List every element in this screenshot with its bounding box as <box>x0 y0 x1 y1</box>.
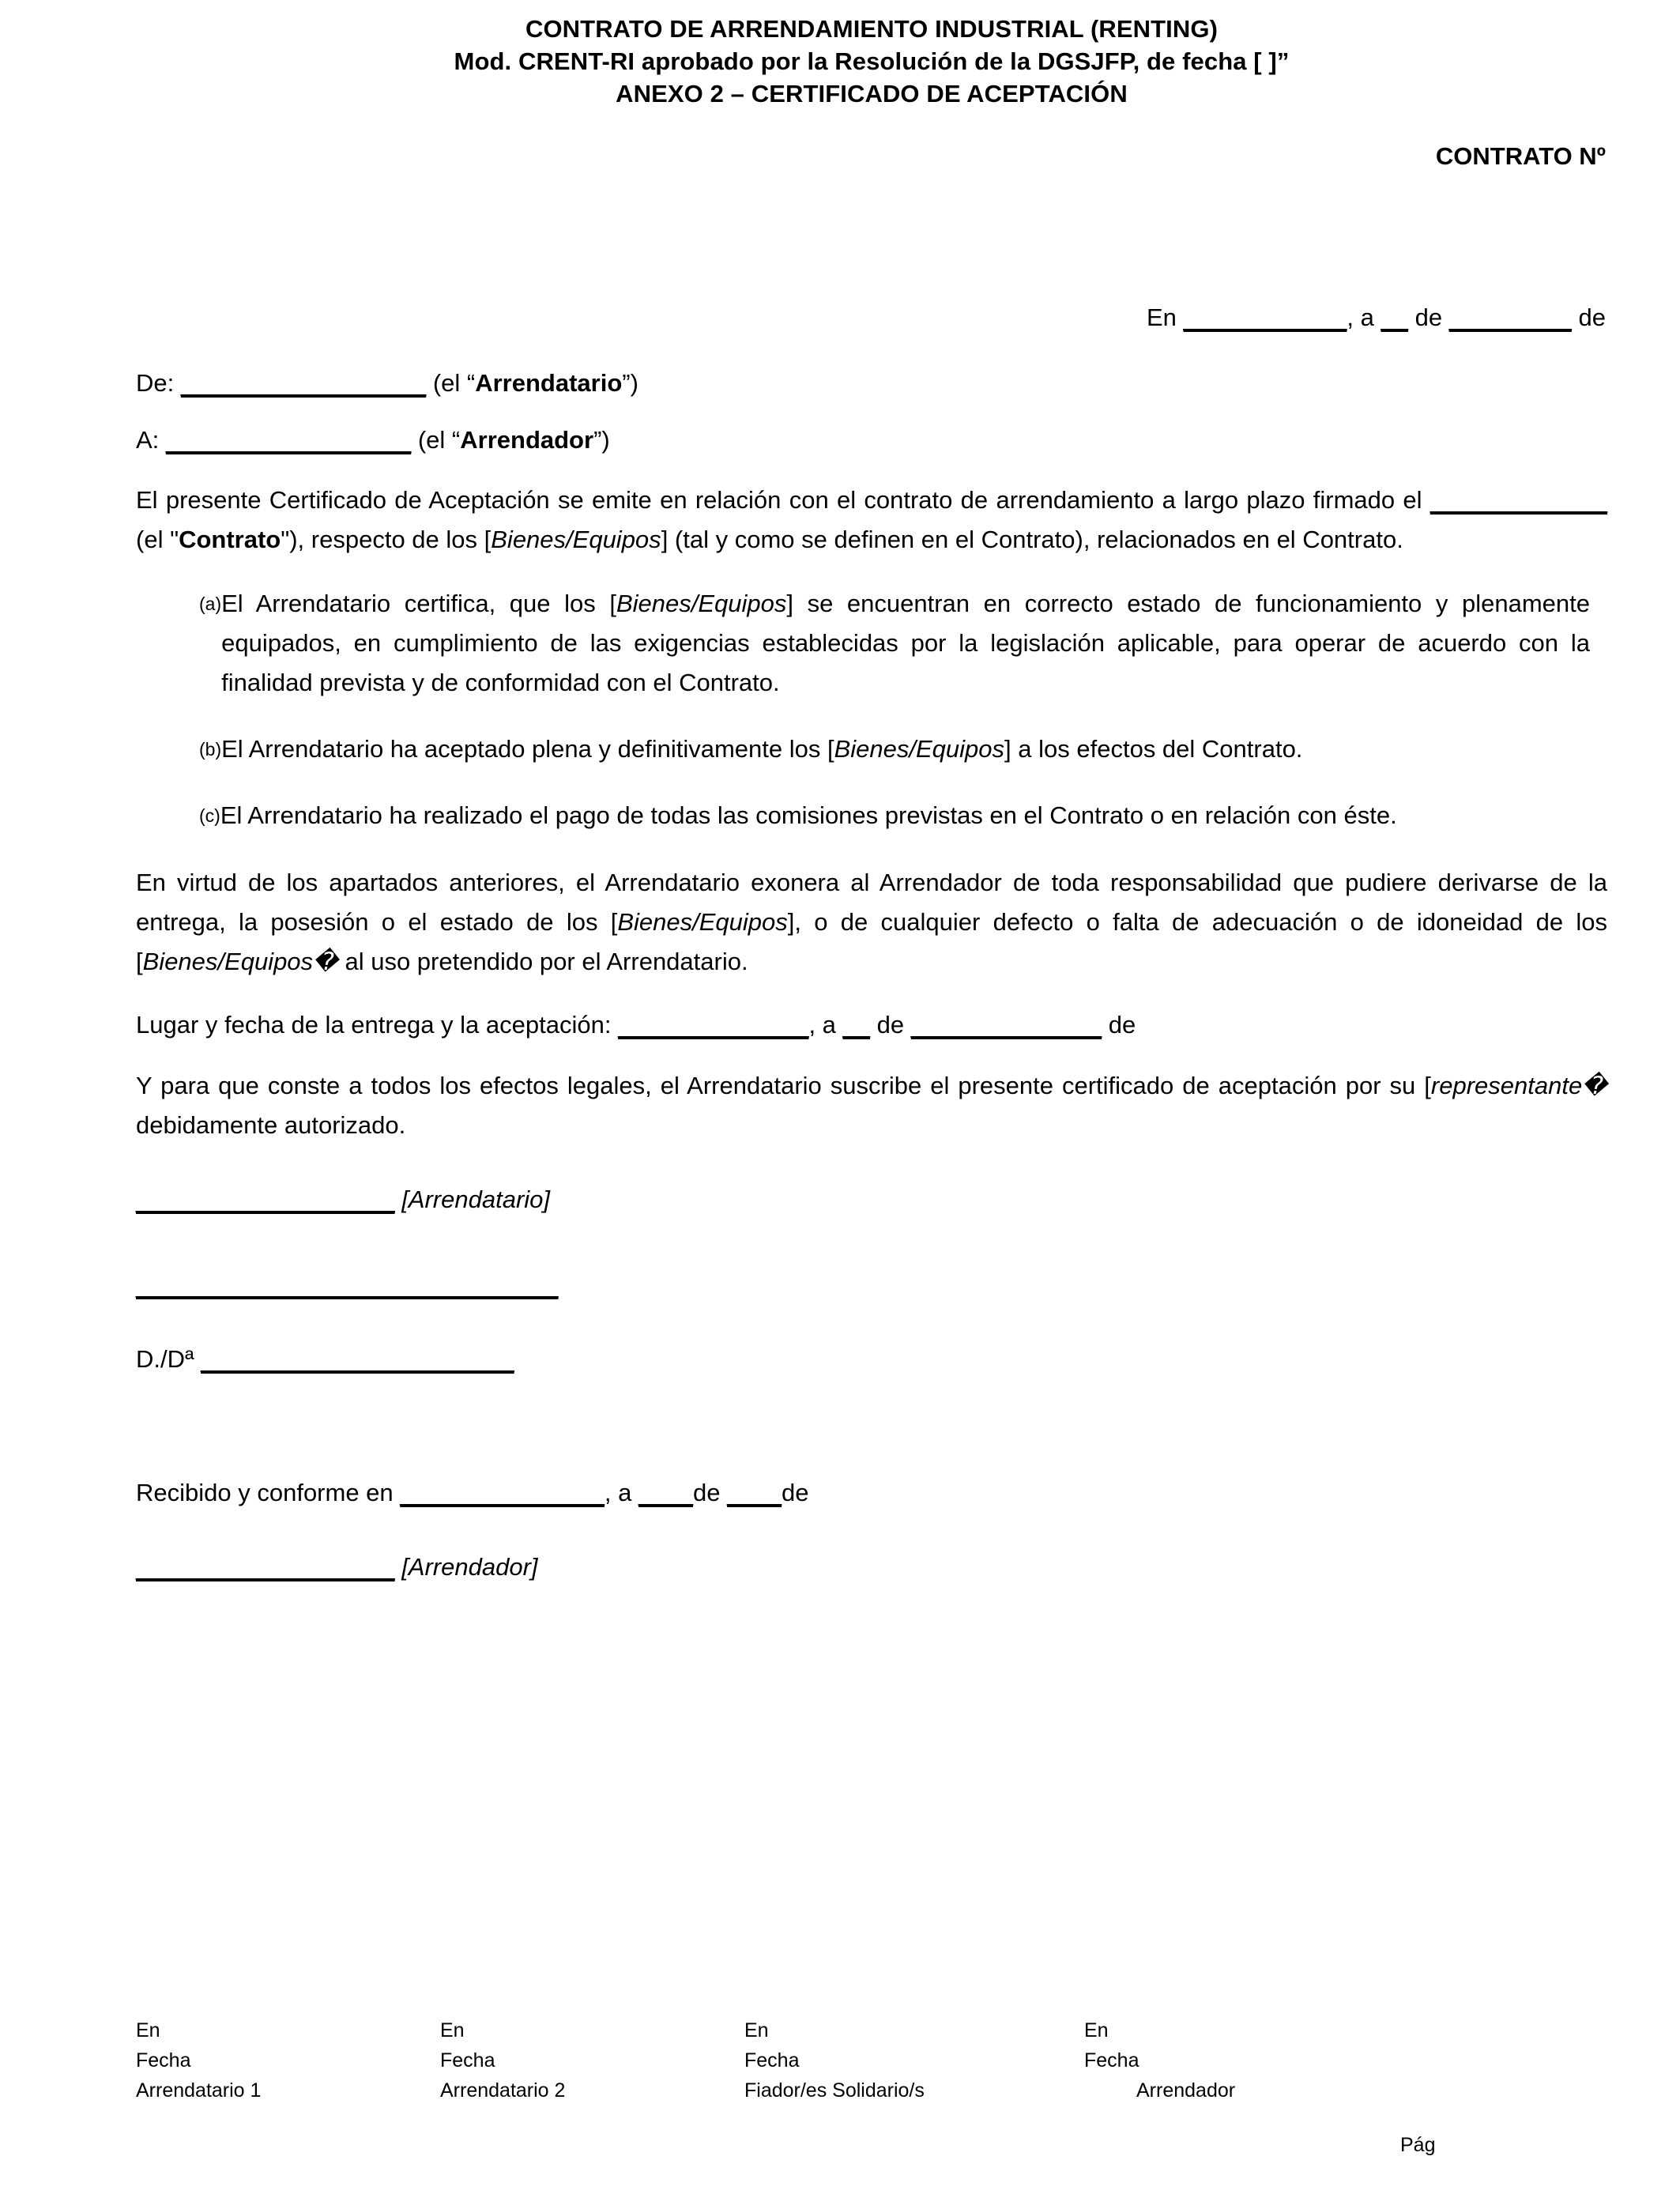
contract-number-label: CONTRATO Nº <box>1435 141 1606 170</box>
lessee-signature-blank-field[interactable]: ___________________ <box>136 1185 395 1213</box>
received-mid-2: de <box>692 1478 728 1506</box>
missing-glyph-icon: � <box>1582 1071 1607 1100</box>
intro-part-1: El presente Certificado de Aceptación se emite en relación con el contrato de arrendamiento a largo plazo firmado el <box>136 486 1430 515</box>
clause-part-1: El Arrendatario ha realizado el pago de todas las comisiones previstas en el Contrato o en relación con éste. <box>220 801 1397 830</box>
footer-col-1 <box>136 2015 440 2105</box>
received-line <box>136 1473 1607 1513</box>
footer-en-label: En <box>744 2019 769 2041</box>
delivery-label: Lugar y fecha de la entrega y la aceptación: <box>136 1011 619 1039</box>
to-role: Arrendador <box>460 425 594 454</box>
received-mid-1: , a <box>604 1478 638 1506</box>
header-spacer <box>136 171 1607 303</box>
header-line-3: ANEXO 2 – CERTIFICADO DE ACEPTACIÓN <box>616 80 1128 108</box>
exoneration-paragraph <box>136 863 1607 982</box>
closing-part-2: debidamente autorizado. <box>136 1110 406 1139</box>
exoneration-italic-term-2: Bienes/Equipos <box>142 948 314 976</box>
clause-item <box>136 584 1607 703</box>
place-date-mid-2: de <box>1408 303 1449 331</box>
footer-fecha-label: Fecha <box>136 2049 191 2071</box>
clause-text <box>220 796 1607 835</box>
clause-marker: (a) <box>199 593 222 614</box>
document-header <box>136 0 1607 111</box>
delivery-mid-1: , a <box>808 1011 843 1039</box>
exoneration-part-3: al uso pretendido por el Arrendatario. <box>337 948 748 976</box>
footer-role-label: Arrendatario 2 <box>440 2079 566 2102</box>
exoneration-italic-term-1: Bienes/Equipos <box>617 907 788 936</box>
name-line <box>136 1340 1607 1379</box>
intro-paragraph <box>136 481 1607 560</box>
name-blank-field[interactable]: _______________________ <box>201 1345 514 1374</box>
from-paren-close: ”) <box>622 368 638 397</box>
footer-signature-table <box>136 2015 1558 2105</box>
footer-fecha-label: Fecha <box>1084 2049 1139 2071</box>
from-label: De: <box>136 368 181 397</box>
exoneration-part-2: ], o de cualquier defecto o falta de adecuación o de idoneidad de los [ <box>136 907 1607 976</box>
delivery-mid-2: de <box>870 1011 911 1039</box>
clause-part-2: ] se encuentran en correcto estado de funcionamiento y plenamente equipados, en cumplimiento de las exigencias establecidas por la legislación aplicable, para operar de acuerdo con la finalidad prevista y de conformidad con el Contrato. <box>221 589 1590 696</box>
footer-en-label: En <box>1084 2019 1109 2041</box>
clause-item <box>136 729 1607 769</box>
clause-text <box>221 584 1607 703</box>
missing-glyph-icon: � <box>313 948 338 977</box>
footer-col-4 <box>1084 2015 1400 2105</box>
lessee-signature-line <box>136 1180 1607 1220</box>
lessor-signature-label: [Arrendador] <box>394 1552 538 1581</box>
to-line <box>136 420 1607 460</box>
to-blank-field[interactable]: __________________ <box>165 425 412 454</box>
intro-part-3: "), respecto de los [ <box>281 526 492 554</box>
footer-role-label: Arrendador <box>1136 2079 1236 2102</box>
place-date-prefix: En <box>1147 303 1184 331</box>
page-label: Pág <box>1400 2134 1436 2156</box>
date-spacer <box>136 332 1607 364</box>
footer-col-2 <box>440 2015 744 2105</box>
exoneration-part-1: En virtud de los apartados anteriores, el Arrendatario exonera al Arrendador de toda responsabilidad que pudiere derivarse de la entrega, la posesión o el estado de los [ <box>136 868 1607 936</box>
clause-marker: (c) <box>199 805 220 827</box>
received-label: Recibido y conforme en <box>136 1478 401 1506</box>
footer-role-label: Fiador/es Solidario/s <box>744 2079 925 2102</box>
clause-part-1: El Arrendatario certifica, que los [ <box>221 589 616 617</box>
footer-col-3 <box>744 2015 1084 2105</box>
delivery-suffix: de <box>1102 1011 1136 1039</box>
footer-role-label: Arrendatario 1 <box>136 2079 262 2102</box>
clause-marker: (b) <box>199 739 222 760</box>
signature-rule-field[interactable]: _______________________________ <box>136 1271 559 1299</box>
closing-paragraph <box>136 1066 1607 1145</box>
received-day-blank-field[interactable]: ____ <box>638 1478 693 1506</box>
header-line-2: Mod. CRENT-RI aprobado por la Resolución de la DGSJFP, de fecha [ ]” <box>454 47 1290 76</box>
closing-italic-term: representante <box>1430 1071 1583 1099</box>
lessor-signature-blank-field[interactable]: ___________________ <box>136 1552 395 1581</box>
place-date-mid-1: , a <box>1347 303 1381 331</box>
received-month-blank-field[interactable]: ____ <box>727 1478 782 1506</box>
from-blank-field[interactable]: __________________ <box>180 368 427 397</box>
place-date-line <box>136 303 1607 332</box>
header-line-1: CONTRATO DE ARRENDAMIENTO INDUSTRIAL (RENTING) <box>525 15 1219 43</box>
intro-italic-term: Bienes/Equipos <box>491 526 661 554</box>
clause-part-2: ] a los efectos del Contrato. <box>1004 735 1303 763</box>
month-blank-field[interactable]: _________ <box>1448 303 1572 331</box>
footer-fecha-label: Fecha <box>744 2049 800 2071</box>
received-suffix: de <box>782 1478 809 1506</box>
document-body <box>136 0 1607 1587</box>
day-blank-field[interactable]: __ <box>1381 303 1408 331</box>
clause-item <box>136 796 1607 835</box>
to-paren-open: (el “ <box>411 425 461 454</box>
closing-part-1: Y para que conste a todos los efectos legales, el Arrendatario suscribe el presente certificado de aceptación por su [ <box>136 1071 1431 1099</box>
footer-fecha-label: Fecha <box>440 2049 495 2071</box>
received-place-blank-field[interactable]: _______________ <box>400 1478 605 1506</box>
from-paren-open: (el “ <box>426 368 476 397</box>
to-paren-close: ”) <box>593 425 610 454</box>
intro-part-4: ] (tal y como se definen en el Contrato), relacionados en el Contrato. <box>661 526 1403 554</box>
clause-italic-term: Bienes/Equipos <box>616 589 787 617</box>
place-date-suffix: de <box>1571 303 1606 331</box>
name-label: D./Dª <box>136 1345 202 1374</box>
delivery-place-blank-field[interactable]: ______________ <box>618 1011 809 1039</box>
signature-rule <box>136 1265 1607 1305</box>
clause-italic-term: Bienes/Equipos <box>834 735 1005 763</box>
delivery-line <box>136 1005 1607 1045</box>
lessor-signature-line <box>136 1547 1607 1587</box>
intro-bold-term: Contrato <box>179 526 281 554</box>
from-role: Arrendatario <box>475 368 623 397</box>
clause-part-1: El Arrendatario ha aceptado plena y definitivamente los [ <box>221 735 834 763</box>
page-number-footer <box>136 2134 1558 2157</box>
to-label: A: <box>136 425 166 454</box>
clause-text <box>221 729 1607 769</box>
clause-list <box>136 584 1607 836</box>
from-line <box>136 364 1607 403</box>
place-blank-field[interactable]: ____________ <box>1183 303 1347 331</box>
contract-date-blank-field[interactable]: _____________ <box>1430 486 1607 515</box>
intro-part-2: (el " <box>136 526 179 554</box>
footer-row-en <box>136 2015 1558 2105</box>
delivery-month-blank-field[interactable]: ______________ <box>910 1011 1102 1039</box>
footer-en-label: En <box>440 2019 465 2041</box>
delivery-day-blank-field[interactable]: __ <box>842 1011 871 1039</box>
signature-spacer <box>136 1380 1607 1438</box>
footer-en-label: En <box>136 2019 160 2041</box>
lessee-signature-label: [Arrendatario] <box>394 1185 551 1213</box>
